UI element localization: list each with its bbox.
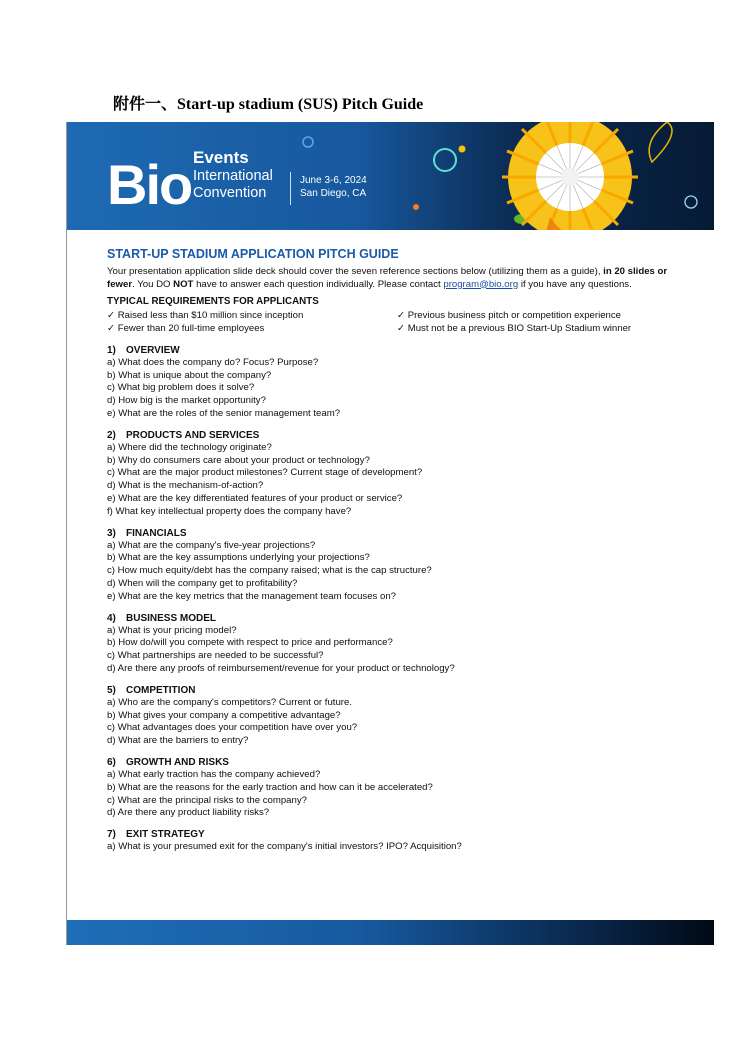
section-title: PRODUCTS AND SERVICES [126, 429, 260, 441]
section-number: 6) [107, 756, 116, 768]
requirement-item: ✓ Must not be a previous BIO Start-Up Stadium winner [397, 322, 632, 334]
section-number: 1) [107, 344, 116, 356]
question-item: f) What key intellectual property does the company have? [107, 505, 352, 517]
section-title: COMPETITION [126, 684, 196, 696]
intro-bold: in 20 slides or fewer [107, 265, 668, 290]
question-item: c) What are the major product milestones? Current stage of development? [107, 467, 423, 479]
intro-not: NOT [173, 278, 194, 290]
banner-line1: International [193, 168, 273, 184]
banner-line2: Convention [193, 185, 267, 201]
question-item: a) Who are the company's competitors? Current or future. [107, 696, 352, 708]
question-item: d) What are the barriers to entry? [107, 735, 249, 747]
banner-divider [290, 172, 291, 205]
question-item: c) What partnerships are needed to be successful? [107, 650, 324, 662]
pitch-guide-page [66, 122, 714, 945]
section-heading [107, 430, 697, 442]
requirement-item: ✓ Fewer than 20 full-time employees [107, 322, 265, 334]
section-heading [107, 528, 697, 540]
sunflower-icon [485, 122, 655, 230]
intro-text: Your presentation application slide deck should cover the seven reference sections below (utilizing them as a guide), [107, 265, 604, 277]
footer-bar [67, 920, 714, 945]
section-competition [107, 685, 697, 748]
section-title: OVERVIEW [126, 344, 180, 356]
bio-logo: Bio [107, 153, 192, 216]
section-growth-risks [107, 757, 697, 820]
question-item: e) What are the key metrics that the management team focuses on? [107, 590, 397, 602]
question-item: a) What does the company do? Focus? Purpose? [107, 356, 319, 368]
question-item: b) What are the reasons for the early traction and how can it be accelerated? [107, 781, 433, 793]
question-item: b) Why do consumers care about your product or technology? [107, 454, 370, 466]
guide-intro [107, 266, 697, 292]
intro-text: if you have any questions. [518, 278, 632, 290]
question-item: b) How do/will you compete with respect to price and performance? [107, 637, 393, 649]
banner-events: Events [193, 148, 249, 167]
document-title: 附件一、Start-up stadium (SUS) Pitch Guide [113, 96, 424, 113]
section-number: 7) [107, 829, 116, 841]
section-number: 4) [107, 612, 116, 624]
section-business-model [107, 613, 697, 676]
requirement-item: ✓ Raised less than $10 million since inception [107, 310, 304, 322]
requirements-heading: TYPICAL REQUIREMENTS FOR APPLICANTS [107, 296, 319, 308]
section-number: 5) [107, 684, 116, 696]
event-banner [67, 122, 714, 230]
section-number: 3) [107, 527, 116, 539]
question-item: d) Are there any proofs of reimbursement/revenue for your product or technology? [107, 662, 455, 674]
question-item: b) What gives your company a competitive advantage? [107, 709, 341, 721]
question-item: a) What is your presumed exit for the company's initial investors? IPO? Acquisition? [107, 841, 462, 853]
question-item: b) What is unique about the company? [107, 369, 272, 381]
section-heading [107, 345, 697, 357]
section-heading [107, 757, 697, 769]
question-item: e) What are the key differentiated features of your product or service? [107, 492, 403, 504]
section-number: 2) [107, 429, 116, 441]
intro-text: have to answer each question individually. Please contact [193, 278, 444, 290]
question-item: d) When will the company get to profitability? [107, 577, 298, 589]
guide-title: START-UP STADIUM APPLICATION PITCH GUIDE [107, 247, 399, 261]
question-item: e) What are the roles of the senior management team? [107, 407, 341, 419]
banner-date: June 3-6, 2024 [300, 175, 367, 186]
question-item: c) What big problem does it solve? [107, 382, 255, 394]
question-item: d) What is the mechanism-of-action? [107, 480, 264, 492]
guide-content [107, 248, 697, 854]
section-title: EXIT STRATEGY [126, 829, 205, 841]
section-financials [107, 528, 697, 604]
email-link[interactable]: program@bio.org [443, 278, 519, 290]
question-item: a) Where did the technology originate? [107, 441, 272, 453]
question-item: a) What is your pricing model? [107, 624, 237, 636]
question-item: c) How much equity/debt has the company raised; what is the cap structure? [107, 565, 432, 577]
intro-text: . You DO [132, 278, 174, 290]
section-title: FINANCIALS [126, 527, 187, 539]
question-item: a) What early traction has the company achieved? [107, 768, 321, 780]
requirement-item: ✓ Previous business pitch or competition experience [397, 310, 622, 322]
question-item: d) How big is the market opportunity? [107, 395, 266, 407]
section-title: GROWTH AND RISKS [126, 756, 229, 768]
question-item: c) What advantages does your competition have over you? [107, 722, 358, 734]
question-item: a) What are the company's five-year projections? [107, 539, 316, 551]
section-products-services [107, 430, 697, 519]
section-exit-strategy [107, 829, 697, 854]
section-heading [107, 613, 697, 625]
question-item: b) What are the key assumptions underlying your projections? [107, 552, 370, 564]
section-overview [107, 345, 697, 421]
section-heading [107, 829, 697, 841]
requirements-list [107, 310, 697, 336]
question-item: d) Are there any product liability risks? [107, 807, 270, 819]
question-item: c) What are the principal risks to the company? [107, 794, 307, 806]
banner-location: San Diego, CA [300, 188, 367, 199]
section-heading [107, 685, 697, 697]
section-title: BUSINESS MODEL [126, 612, 217, 624]
